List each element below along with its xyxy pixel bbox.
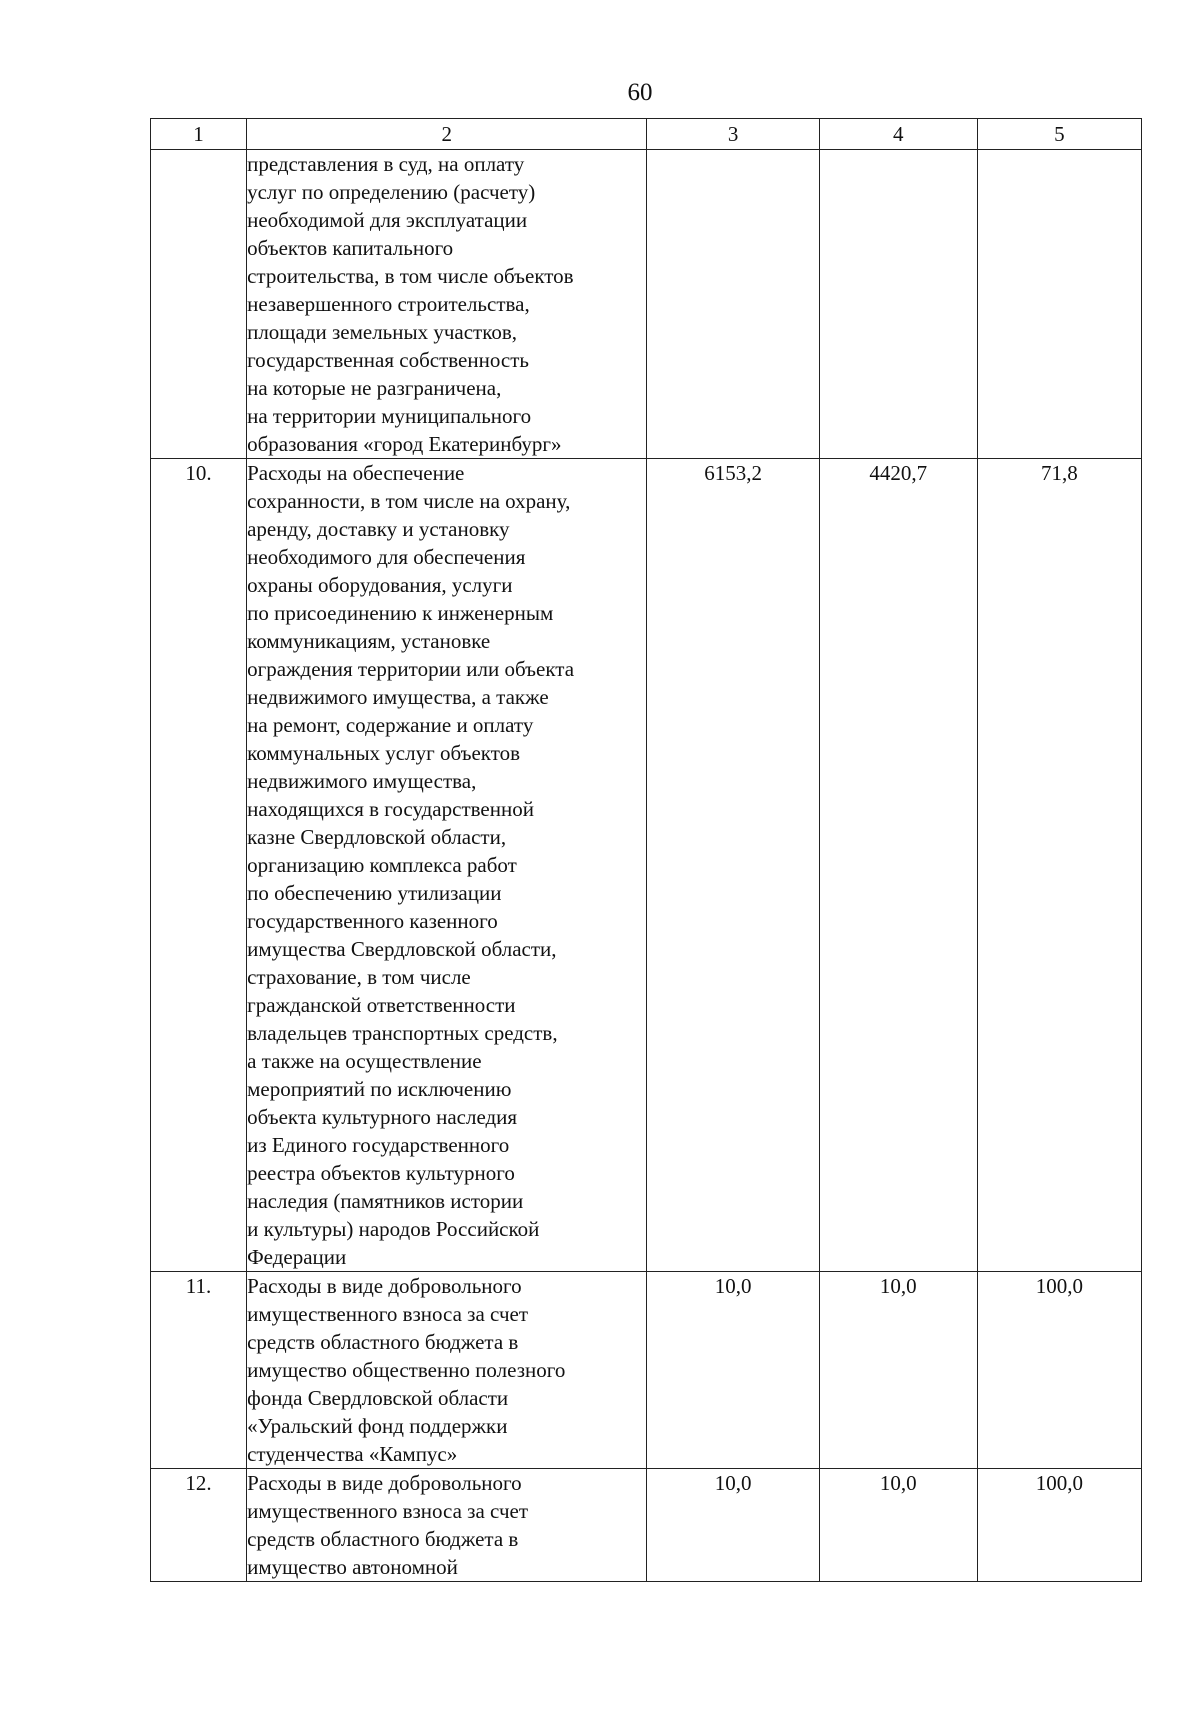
description-line: недвижимого имущества, а также (247, 685, 549, 709)
table-header-row (151, 119, 1142, 150)
description-line: коммунальных услуг объектов (247, 741, 521, 765)
value-cell-col5: 100,0 (977, 1469, 1141, 1582)
header-cell: 4 (819, 119, 977, 150)
description-line: казне Свердловской области, (247, 825, 507, 849)
description-line: гражданской ответственности (247, 993, 516, 1017)
value-cell-col5 (977, 150, 1141, 459)
value-cell-col3 (647, 150, 819, 459)
description-line: средств областного бюджета в (247, 1330, 519, 1354)
description-line: Расходы в виде добровольного (247, 1274, 522, 1298)
value-cell-col5: 100,0 (977, 1272, 1141, 1469)
description-line: мероприятий по исключению (247, 1077, 512, 1101)
value-cell-col3: 6153,2 (647, 459, 819, 1272)
table-row (151, 150, 1142, 459)
description-line: государственного казенного (247, 909, 498, 933)
header-cell: 2 (247, 119, 647, 150)
description-line: Расходы в виде добровольного (247, 1471, 522, 1495)
row-number-cell (151, 150, 247, 459)
description-line: коммуникациям, установке (247, 629, 491, 653)
description-line: образования «город Екатеринбург» (247, 432, 562, 456)
description-line: по обеспечению утилизации (247, 881, 502, 905)
description-line: владельцев транспортных средств, (247, 1021, 558, 1045)
value-cell-col4: 4420,7 (819, 459, 977, 1272)
description-line: а также на осуществление (247, 1049, 482, 1073)
value-cell-col4: 10,0 (819, 1272, 977, 1469)
description-line: имущественного взноса за счет (247, 1499, 529, 1523)
description-line: государственная собственность (247, 348, 529, 372)
value-cell-col5: 71,8 (977, 459, 1141, 1272)
description-line: Расходы на обеспечение (247, 461, 465, 485)
description-line: на территории муниципального (247, 404, 532, 428)
value-cell-col3: 10,0 (647, 1469, 819, 1582)
description-line: площади земельных участков, (247, 320, 518, 344)
table-row (151, 459, 1142, 1272)
description-line: средств областного бюджета в (247, 1527, 519, 1551)
row-number-cell: 10. (151, 459, 247, 1272)
description-line: из Единого государственного (247, 1133, 510, 1157)
description-line: по присоединению к инженерным (247, 601, 554, 625)
description-line: объектов капитального (247, 236, 454, 260)
description-line: незавершенного строительства, (247, 292, 530, 316)
row-description-cell (247, 459, 647, 1272)
report-table (150, 118, 1142, 1582)
row-description-cell (247, 150, 647, 459)
description-line: на которые не разграничена, (247, 376, 502, 400)
description-line: недвижимого имущества, (247, 769, 477, 793)
description-line: ограждения территории или объекта (247, 657, 575, 681)
row-number-cell: 12. (151, 1469, 247, 1582)
table-row (151, 1272, 1142, 1469)
description-line: «Уральский фонд поддержки (247, 1414, 508, 1438)
header-cell: 3 (647, 119, 819, 150)
description-line: организацию комплекса работ (247, 853, 517, 877)
description-line: наследия (памятников истории (247, 1189, 524, 1213)
description-line: имущество автономной (247, 1555, 458, 1579)
row-number-cell: 11. (151, 1272, 247, 1469)
description-line: аренду, доставку и установку (247, 517, 510, 541)
header-cell: 5 (977, 119, 1141, 150)
value-cell-col4 (819, 150, 977, 459)
description-line: реестра объектов культурного (247, 1161, 515, 1185)
description-line: фонда Свердловской области (247, 1386, 509, 1410)
description-line: имущество общественно полезного (247, 1358, 566, 1382)
description-line: необходимой для эксплуатации (247, 208, 528, 232)
table-row (151, 1469, 1142, 1582)
header-cell: 1 (151, 119, 247, 150)
description-line: услуг по определению (расчету) (247, 180, 536, 204)
value-cell-col3: 10,0 (647, 1272, 819, 1469)
description-line: объекта культурного наследия (247, 1105, 518, 1129)
description-line: страхование, в том числе (247, 965, 471, 989)
description-line: строительства, в том числе объектов (247, 264, 574, 288)
row-description-cell (247, 1272, 647, 1469)
description-line: находящихся в государственной (247, 797, 534, 821)
description-line: представления в суд, на оплату (247, 152, 525, 176)
description-line: имущества Свердловской области, (247, 937, 557, 961)
description-line: Федерации (247, 1245, 347, 1269)
description-line: необходимого для обеспечения (247, 545, 526, 569)
description-line: охраны оборудования, услуги (247, 573, 513, 597)
description-line: студенчества «Кампус» (247, 1442, 458, 1466)
description-line: на ремонт, содержание и оплату (247, 713, 534, 737)
description-line: и культуры) народов Российской (247, 1217, 540, 1241)
description-line: сохранности, в том числе на охрану, (247, 489, 571, 513)
row-description-cell (247, 1469, 647, 1582)
value-cell-col4: 10,0 (819, 1469, 977, 1582)
page-number: 60 (627, 79, 653, 106)
description-line: имущественного взноса за счет (247, 1302, 529, 1326)
